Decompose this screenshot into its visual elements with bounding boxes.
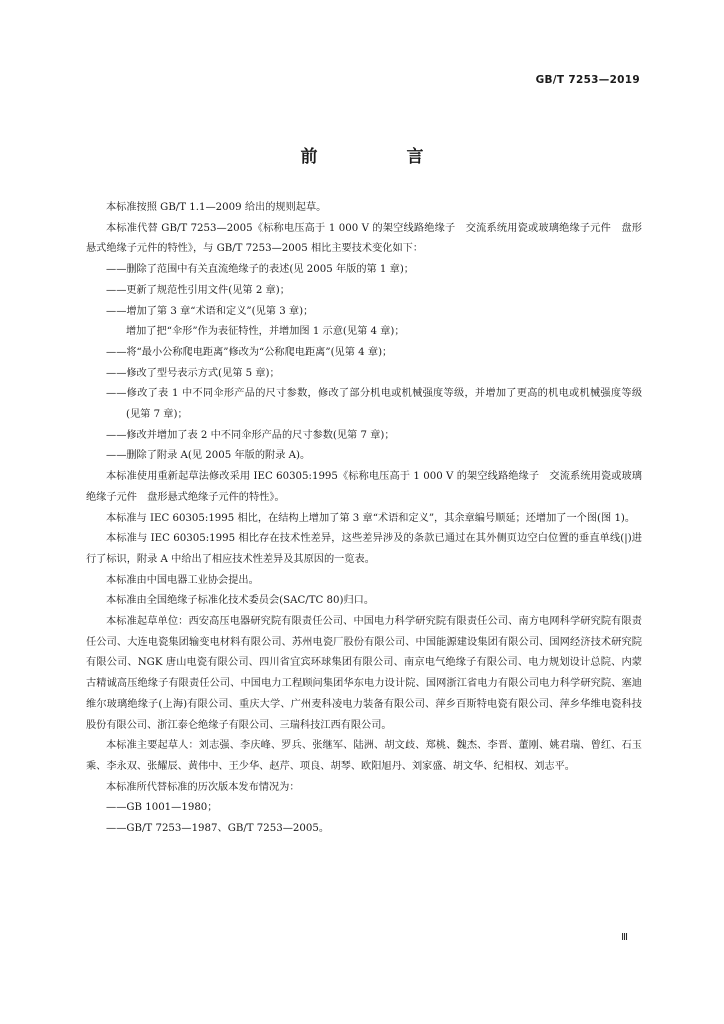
paragraph-drafting-units: 本标准起草单位：西安高压电器研究院有限责任公司、中国电力科学研究院有限责任公司、南方电网科学研究院有限责任公司、大连电瓷集团输变电材料有限公司、苏州电瓷厂股份有限公司、中国能源建设集团有限公司、国网经济技术研究院有限公司、NGK 唐山电瓷有限公司、四川省宜宾环球集团有限公司、南京电气绝缘子有限公司、电力规划设计总院、内蒙古精诚高压绝缘子有限责任公司、中国电力工程顾问集团华东电力设计院、国网浙江省电力有限公司电力科学研究院、塞迪维尔玻璃绝缘子(上海)有限公司、重庆大学、广州麦科凌电力装备有限公司、萍乡百斯特电瓷有限公司、萍乡华维电瓷科技股份有限公司、浙江泰仑绝缘子有限公司、三瑞科技江西有限公司。 <box>86 616 642 731</box>
paragraph-history-intro: 本标准所代替标准的历次版本发布情况为： <box>106 781 300 793</box>
page-title: 前 言 <box>300 147 460 167</box>
change-item: ——将“最小公称爬电距离”修改为“公称爬电距离”(见第 4 章)； <box>106 346 393 358</box>
paragraph-iec-adoption: 本标准使用重新起草法修改采用 IEC 60305:1995《标称电压高于 1 000 V 的架空线路绝缘子 交流系统用瓷或玻璃绝缘子元件 盘形悬式绝缘子元件的特性》。 <box>86 471 642 503</box>
standard-code: GB/T 7253—2019 <box>535 74 640 86</box>
change-subitem: 增加了把“伞形”作为表征特性，并增加图 1 示意(见第 4 章)； <box>126 326 405 338</box>
change-item: ——删除了附录 A(见 2005 年版的附录 A)。 <box>106 450 311 462</box>
change-item: ——修改了表 1 中不同伞形产品的尺寸参数，修改了部分机电或机械强度等级，并增加了更高的机电或机械强度等级(见第 7 章)； <box>106 388 642 421</box>
paragraph-replacement: 本标准代替 GB/T 7253—2005《标称电压高于 1 000 V 的架空线路绝缘子 交流系统用瓷或玻璃绝缘子元件 盘形悬式绝缘子元件的特性》，与 GB/T 7253—2005 相比主要技术变化如下： <box>86 222 642 255</box>
change-item: ——增加了第 3 章“术语和定义”(见第 3 章)； <box>106 305 314 317</box>
paragraph-drafting-rules: 本标准按照 GB/T 1.1—2009 给出的规则起草。 <box>106 202 327 213</box>
paragraph-structure-difference: 本标准与 IEC 60305:1995 相比，在结构上增加了第 3 章“术语和定义”，其余章编号顺延；还增加了一个图(图 1)。 <box>106 512 636 524</box>
page-number: Ⅲ <box>621 932 628 943</box>
change-item: ——删除了范围中有关直流绝缘子的表述(见 2005 年版的第 1 章)； <box>106 264 414 276</box>
change-item: ——修改了型号表示方式(见第 5 章)； <box>106 367 280 379</box>
history-item: ——GB/T 7253—1987、GB/T 7253—2005。 <box>106 823 330 835</box>
paragraph-committee: 本标准由全国绝缘子标准化技术委员会(SAC/TC 80)归口。 <box>106 595 375 607</box>
paragraph-technical-difference: 本标准与 IEC 60305:1995 相比存在技术性差异，这些差异涉及的条款已通过在其外侧页边空白位置的垂直单线(|)进行了标识，附录 A 中给出了相应技术性差异及其原因的一览表。 <box>86 533 642 565</box>
history-item: ——GB 1001—1980； <box>106 802 218 814</box>
paragraph-proposer: 本标准由中国电器工业协会提出。 <box>106 574 259 586</box>
foreword-body <box>86 198 642 840</box>
paragraph-drafters: 本标准主要起草人：刘志强、李庆峰、罗兵、张继军、陆洲、胡文歧、郑桃、魏杰、李晋、董刚、姚君瑞、曾红、石玉乘、李永双、张耀辰、黄伟中、王少华、赵芹、项良、胡琴、欧阳旭丹、刘家盛、胡文华、纪相权、刘志平。 <box>86 740 642 772</box>
change-item: ——修改并增加了表 2 中不同伞形产品的尺寸参数(见第 7 章)； <box>106 429 395 441</box>
change-item: ——更新了规范性引用文件(见第 2 章)； <box>106 284 290 296</box>
